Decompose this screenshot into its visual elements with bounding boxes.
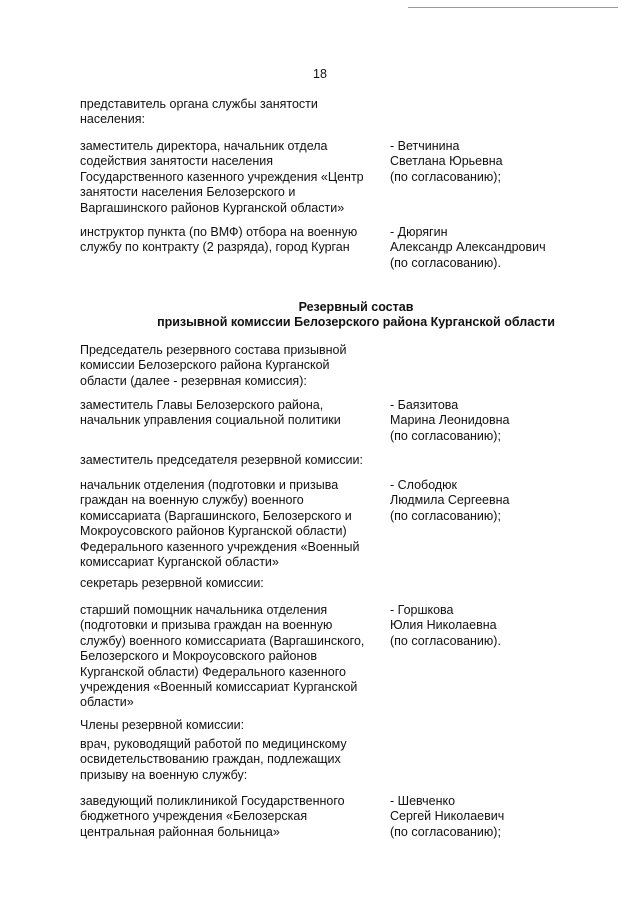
deputy-position: начальник отделения (подготовки и призыва граждан на военную службу) военного комиссариата (Варгашинского, Белозерского и Мокроусовского районов Курганской области) Федерального казенного учреждения «Военный комиссариат Курганской области»	[80, 478, 360, 570]
secretary-person: - Горшкова Юлия Николаевна (по согласованию).	[390, 603, 501, 648]
chairman-position: заместитель Главы Белозерского района, начальник управления социальной политики	[80, 398, 341, 428]
secretary-label: секретарь резервной комиссии:	[80, 576, 264, 590]
member-2-position: инструктор пункта (по ВМФ) отбора на военную службу по контракту (2 разряда), город Курган	[80, 225, 358, 255]
doctor-person: - Шевченко Сергей Николаевич (по согласованию);	[390, 794, 505, 839]
chairman-person: - Баязитова Марина Леонидовна (по согласованию);	[390, 398, 510, 443]
deputy-person: - Слободюк Людмила Сергеевна (по согласованию);	[390, 478, 510, 523]
doctor-position: заведующий поликлиникой Государственного бюджетного учреждения «Белозерская центральная районная больница»	[80, 794, 345, 839]
top-rule	[408, 7, 618, 8]
member-1-person: - Ветчинина Светлана Юрьевна (по согласованию);	[390, 139, 503, 184]
member-1-position: заместитель директора, начальник отдела содействия занятости населения Государственного казенного учреждения «Центр занятости населения Белозерского и Варгашинского районов Курганской области»	[80, 139, 364, 215]
deputy-label: заместитель председателя резервной комиссии:	[80, 453, 363, 467]
page-number: 18	[313, 67, 327, 81]
member-2-person: - Дюрягин Александр Александрович (по согласованию).	[390, 225, 546, 270]
secretary-position: старший помощник начальника отделения (подготовки и призыва граждан на военную службу) военного комиссариата (Варгашинского, Белозерского и Мокроусовского районов Курганской области) Федерального казенного учреждения «Военный комиссариат Курганской области»	[80, 603, 365, 710]
reserve-title: Резервный состав призывной комиссии Белозерского района Курганской области	[157, 300, 555, 330]
members-label: Члены резервной комиссии:	[80, 718, 245, 732]
doctor-label: врач, руководящий работой по медицинскому освидетельствованию граждан, подлежащих призыву на военную службу:	[80, 737, 347, 782]
chairman-label: Председатель резервного состава призывной комиссии Белозерского района Курганской области (далее - резервная комиссия):	[80, 343, 347, 388]
intro-label: представитель органа службы занятости населения:	[80, 97, 318, 127]
